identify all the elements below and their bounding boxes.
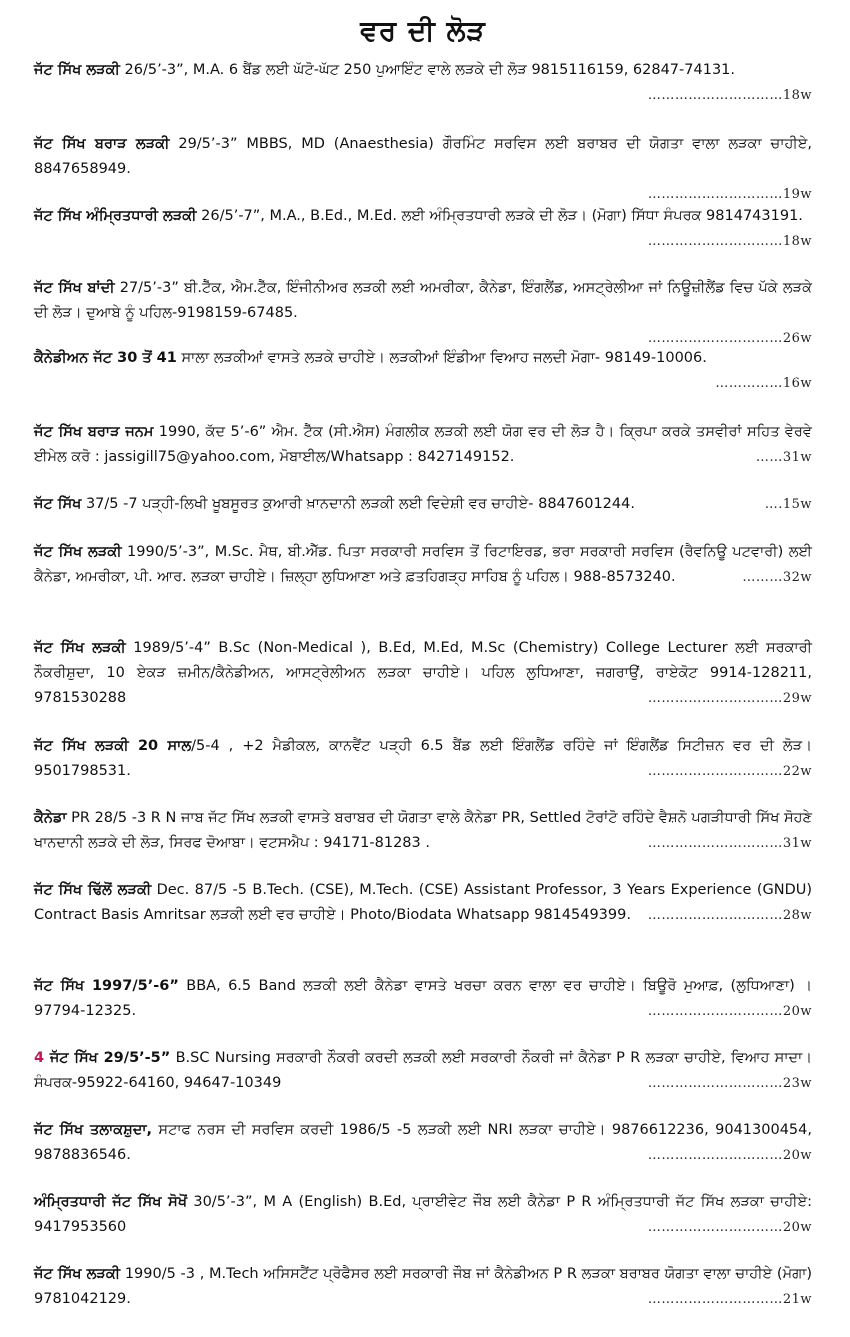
ad-lead: ਜੱਟ ਸਿੱਖ ਲੜਕੀ (34, 1266, 121, 1282)
ad-lead: ਜੱਟ ਸਿੱਖ ਬਰਾੜ ਜਨਮ (34, 424, 154, 440)
ad-body: 29/5’-3” MBBS, MD (Anaesthesia) ਗੌਰਮਿੰਟ ਸਰਵਿਸ ਲਈ ਬਰਾਬਰ ਦੀ ਯੋਗਤਾ ਵਾਲਾ ਲੜਕਾ ਚਾਹੀਏ, 8847658949. (34, 136, 812, 177)
ad-lead: ਜੱਟ ਸਿੱਖ ਲੜਕੀ (34, 62, 120, 78)
ad-5 (34, 346, 812, 396)
ad-code: …………………………28w (647, 908, 812, 923)
ad-lead: ਕੈਨੇਡੀਅਨ ਜੱਟ 30 ਤੋਂ 41 (34, 350, 177, 366)
ad-body: 26/5’-7”, M.A., B.Ed., M.Ed. ਲਈ ਅੰਮ੍ਰਿਤਧਾਰੀ ਲੜਕੇ ਦੀ ਲੋੜ। (ਮੋਗਾ) ਸਿੱਧਾ ਸੰਪਰਕ 9814743191. (196, 208, 803, 224)
ad-body: ਸਟਾਫ ਨਰਸ ਦੀ ਸਰਵਿਸ ਕਰਦੀ 1986/5 -5 ਲੜਕੀ ਲਈ NRI ਲੜਕਾ ਚਾਹੀਏ। 9876612236, 9041300454, 9878836546. (34, 1122, 812, 1163)
ad-body: 30/5’-3”, M A (English) B.Ed, ਪ੍ਰਾਈਵੇਟ ਜੌਬ ਲਈ ਕੈਨੇਡਾ P R ਅੰਮ੍ਰਿਤਧਾਰੀ ਜੱਟ ਸਿੱਖ ਲੜਕਾ ਚਾਹੀਏ: 9417953560 (34, 1194, 812, 1235)
ad-code: …………………………23w (647, 1076, 812, 1091)
ad-1 (34, 58, 812, 108)
ad-body: 1990, ਕੱਦ 5’-6” ਐਮ. ਟੈੱਕ (ਸੀ.ਐਸ) ਮੰਗਲੀਕ ਲੜਕੀ ਲਈ ਯੋਗ ਵਰ ਦੀ ਲੋੜ ਹੈ। ਕ੍ਰਿਪਾ ਕਰਕੇ ਤਸਵੀਰਾਂ ਸਹਿਤ ਵੇਰਵੇ ਈਮੇਲ ਕਰੋ : jassigill75@yahoo.com, ਮੋਬਾਈਲ/Whatsapp : 8427149152. (34, 424, 812, 465)
ad-body: Dec. 87/5 -5 B.Tech. (CSE), M.Tech. (CSE) Assistant Professor, 3 Years Experience (GNDU) Contract Basis Amritsar ਲੜਕੀ ਲਈ ਵਰ ਚਾਹੀਏ। Photo/Biodata Whatsapp 9814549399. (34, 882, 813, 923)
ad-body: B.SC Nursing ਸਰਕਾਰੀ ਨੌਕਰੀ ਕਰਦੀ ਲੜਕੀ ਲਈ ਸਰਕਾਰੀ ਨੌਕਰੀ ਜਾਂ ਕੈਨੇਡਾ P R ਲੜਕਾ ਚਾਹੀਏ, ਵਿਆਹ ਸਾਦਾ। ਸੰਪਰਕ-95922-64160, 94647-10349 (34, 1050, 812, 1091)
ad-code: …………………………26w (647, 331, 812, 346)
ad-12 (34, 878, 812, 928)
ad-7 (34, 492, 812, 517)
ad-code: ….15w (764, 497, 812, 512)
ad-body: 26/5’-3”, M.A. 6 ਬੈਂਡ ਲਈ ਘੱਟੋ-ਘੱਟ 250 ਪੁਆਇੰਟ ਵਾਲੇ ਲੜਕੇ ਦੀ ਲੋੜ 9815116159, 62847-74131. (119, 62, 736, 78)
ad-3 (34, 204, 812, 254)
ad-14 (34, 1046, 812, 1096)
ad-code: …………………………20w (647, 1220, 812, 1235)
ad-13 (34, 974, 812, 1024)
ad-lead: ਜੱਟ ਸਿੱਖ 29/5’-5” (44, 1050, 171, 1066)
ad-code: …………………………29w (647, 691, 812, 706)
ad-lead: ਕੈਨੇਡਾ (34, 810, 67, 826)
ad-code: …………………………18w (647, 88, 812, 103)
ad-lead: ਜੱਟ ਸਿੱਖ ਲੜਕੀ (34, 544, 122, 560)
ad-lead: ਜੱਟ ਸਿੱਖ ਢਿੱਲੋਂ ਲੜਕੀ (34, 882, 152, 898)
ad-lead: ਜੱਟ ਸਿੱਖ ਅੰਮ੍ਰਿਤਧਾਰੀ ਲੜਕੀ (34, 208, 197, 224)
ad-body: 1990/5 -3 , M.Tech ਅਸਿਸਟੈਂਟ ਪ੍ਰੋਫੈਸਰ ਲਈ ਸਰਕਾਰੀ ਜੌਬ ਜਾਂ ਕੈਨੇਡੀਅਨ P R ਲੜਕਾ ਬਰਾਬਰ ਯੋਗਤਾ ਵਾਲਾ ਚਾਹੀਏ (ਮੋਗਾ) 9781042129. (34, 1266, 812, 1307)
ad-body: 37/5 -7 ਪੜ੍ਹੀ-ਲਿਖੀ ਖੂਬਸੂਰਤ ਕੁਆਰੀ ਖ਼ਾਨਦਾਨੀ ਲੜਕੀ ਲਈ ਵਿਦੇਸ਼ੀ ਵਰ ਚਾਹੀਏ- 8847601244. (81, 496, 635, 512)
ad-code: …………………………18w (647, 234, 812, 249)
ad-body: 1989/5’-4” B.Sc (Non-Medical ), B.Ed, M.Ed, M.Sc (Chemistry) College Lecturer ਲਈ ਸਰਕਾਰੀ ਨੌਕਰੀਸ਼ੁਦਾ, 10 ਏਕੜ ਜ਼ਮੀਨ/ਕੈਨੇਡੀਅਨ, ਆਸਟ੍ਰੇਲੀਅਨ ਲੜਕਾ ਚਾਹੀਏ। ਪਹਿਲ ਲੁਧਿਆਣਾ, ਜਗਰਾਉਂ, ਰਾਏਕੋਟ 9914-128211, 9781530288 (34, 640, 812, 706)
ad-lead: ਜੱਟ ਸਿੱਖ 1997/5’-6” (34, 978, 179, 994)
ad-code: …………………………31w (647, 836, 812, 851)
ad-code: …………………………20w (647, 1148, 812, 1163)
ad-6 (34, 420, 812, 470)
ad-16 (34, 1190, 812, 1240)
ad-body: BBA, 6.5 Band ਲੜਕੀ ਲਈ ਕੈਨੇਡਾ ਵਾਸਤੇ ਖਰਚਾ ਕਰਨ ਵਾਲਾ ਵਰ ਚਾਹੀਏ। ਬਿਊਰੋ ਮੁਆਫ਼, (ਲੁਧਿਆਣਾ) ।97794-12325. (34, 978, 813, 1019)
ad-lead: ਜੱਟ ਸਿੱਖ ਬਾਂਦੀ (34, 280, 115, 296)
ad-9 (34, 636, 812, 711)
ad-code: …………………………20w (647, 1004, 812, 1019)
ad-lead: ਜੱਟ ਸਿੱਖ (34, 496, 82, 512)
ad-body: ਸਾਲਾ ਲੜਕੀਆਂ ਵਾਸਤੇ ਲੜਕੇ ਚਾਹੀਏ। ਲੜਕੀਆਂ ਇੰਡੀਆ ਵਿਆਹ ਜਲਦੀ ਮੋਗਾ- 98149-10006. (176, 350, 707, 366)
ad-lead: ਜੱਟ ਸਿੱਖ ਲੜਕੀ 20 ਸਾਲ (34, 738, 192, 754)
ad-17 (34, 1262, 812, 1312)
ad-11 (34, 806, 812, 856)
ad-lead: ਜੱਟ ਸਿੱਖ ਲੜਕੀ (34, 640, 126, 656)
ad-4 (34, 276, 812, 351)
ad-10 (34, 734, 812, 784)
ad-body: 27/5’-3” ਬੀ.ਟੈੱਕ, ਐਮ.ਟੈੱਕ, ਇੰਜੀਨੀਅਰ ਲੜਕੀ ਲਈ ਅਮਰੀਕਾ, ਕੈਨੇਡਾ, ਇੰਗਲੈਂਡ, ਅਸਟ੍ਰੇਲੀਆ ਜਾਂ ਨਿਊਜ਼ੀਲੈਂਡ ਵਿਚ ਪੱਕੇ ਲੜਕੇ ਦੀ ਲੋੜ। ਦੁਆਬੇ ਨੂੰ ਪਹਿਲ-9198159-67485. (34, 280, 812, 321)
ad-code: …………………………19w (647, 187, 812, 202)
ad-body: 1990/5’-3”, M.Sc. ਮੈਥ, ਬੀ.ਐੱਡ. ਪਿਤਾ ਸਰਕਾਰੀ ਸਰਵਿਸ ਤੋਂ ਰਿਟਾਇਰਡ, ਭਰਾ ਸਰਕਾਰੀ ਸਰਵਿਸ (ਰੈਵਨਿਊ ਪਟਵਾਰੀ) ਲਈ ਕੈਨੇਡਾ, ਅਮਰੀਕਾ, ਪੀ. ਆਰ. ਲੜਕਾ ਚਾਹੀਏ। ਜ਼ਿਲ੍ਹਾ ਲੁਧਿਆਣਾ ਅਤੇ ਫ਼ਤਹਿਗੜ੍ਹ ਸਾਹਿਬ ਨੂੰ ਪਹਿਲ। 988-8573240. (34, 544, 812, 585)
ad-code: …………………………22w (647, 764, 812, 779)
ad-code: ………32w (742, 570, 812, 585)
ad-code: ……31w (755, 450, 812, 465)
ad-lead: ਜੱਟ ਸਿੱਖ ਤਲਾਕਸ਼ੁਦਾ, (34, 1122, 153, 1138)
ad-lead: ਅੰਮ੍ਰਿਤਧਾਰੀ ਜੱਟ ਸਿੱਖ ਸੋਖੋਂ (34, 1194, 188, 1210)
page-title: ਵਰ ਦੀ ਲੋੜ (360, 14, 486, 47)
ad-code: …………………………21w (647, 1292, 812, 1307)
ad-number: 4 (34, 1050, 45, 1066)
ad-body: PR 28/5 -3 R N ਜਾਬ ਜੱਟ ਸਿੱਖ ਲੜਕੀ ਵਾਸਤੇ ਬਰਾਬਰ ਦੀ ਯੋਗਤਾ ਵਾਲੇ ਕੈਨੇਡਾ PR, Settled ਟੋਰਾਂਟੋ ਰਹਿੰਦੇ ਵੈਸ਼ਨੋ ਪਗੜੀਧਾਰੀ ਸਿੱਖ ਸੋਹਣੇ ਖਾਨਦਾਨੀ ਲੜਕੇ ਦੀ ਲੋੜ, ਸਿਰਫ ਦੋਆਬਾ। ਵਟਸਐਪ : 94171-81283 . (34, 810, 812, 851)
ad-8 (34, 540, 812, 590)
ad-code: ……………16w (715, 376, 812, 391)
ad-15 (34, 1118, 812, 1168)
ad-lead: ਜੱਟ ਸਿੱਖ ਬਰਾੜ ਲੜਕੀ (34, 136, 170, 152)
ad-body: /5-4 , +2 ਮੈਡੀਕਲ, ਕਾਨਵੈਂਟ ਪੜ੍ਹੀ 6.5 ਬੈਂਡ ਲਈ ਇੰਗਲੈਂਡ ਰਹਿੰਦੇ ਜਾਂ ਇੰਗਲੈਂਡ ਸਿਟੀਜ਼ਨ ਵਰ ਦੀ ਲੋੜ। 9501798531. (34, 738, 812, 779)
ad-2 (34, 132, 812, 207)
